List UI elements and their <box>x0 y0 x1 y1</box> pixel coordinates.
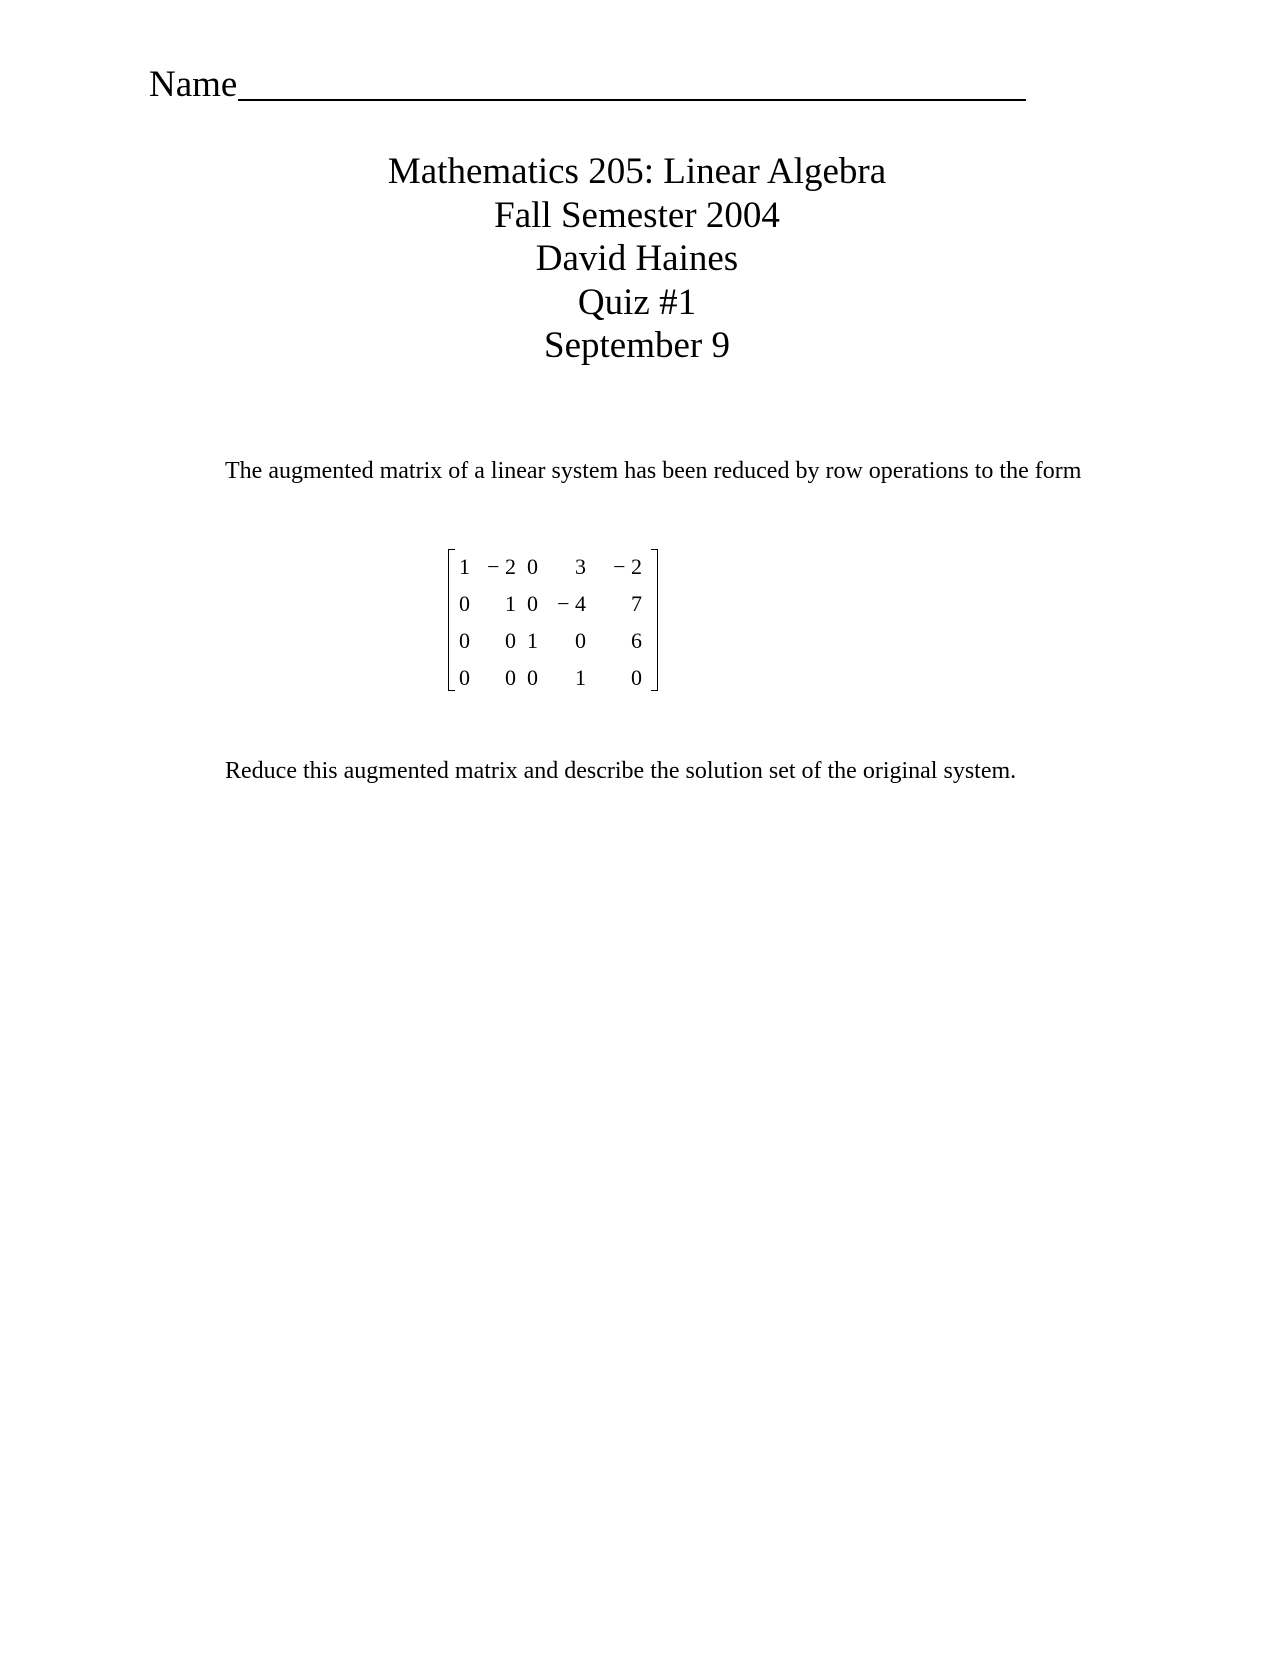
matrix-row <box>448 663 658 700</box>
matrix-cell: 0 <box>527 591 538 616</box>
matrix-row <box>448 552 658 589</box>
matrix-cell: 3 <box>575 554 586 579</box>
matrix-cell: 0 <box>505 665 516 690</box>
matrix-cell: 0 <box>459 591 470 616</box>
quiz-number: Quiz #1 <box>577 281 697 323</box>
quiz-header <box>0 150 1280 368</box>
semester: Fall Semester 2004 <box>494 194 780 236</box>
matrix-cell: 0 <box>459 628 470 653</box>
matrix-cell: − 2 <box>487 554 516 579</box>
matrix-cell: 0 <box>527 665 538 690</box>
course-title: Mathematics 205: Linear Algebra <box>387 151 887 192</box>
quiz-date: September 9 <box>544 325 730 366</box>
matrix-row <box>448 626 658 663</box>
matrix-cell: 1 <box>575 665 586 690</box>
name-label: Name <box>149 64 238 105</box>
matrix-row <box>448 589 658 626</box>
matrix-cell: 0 <box>505 628 516 653</box>
matrix-cell: 0 <box>575 628 586 653</box>
name-field <box>149 66 1026 103</box>
matrix-cell: − 2 <box>613 554 642 579</box>
matrix-cell: 1 <box>527 628 538 653</box>
matrix-cell: 1 <box>459 554 470 579</box>
matrix-cell: 0 <box>459 665 470 690</box>
problem-intro: The augmented matrix of a linear system has been reduced by row operations to the form <box>225 458 1082 484</box>
augmented-matrix <box>448 549 658 691</box>
matrix-cell: − 4 <box>557 591 586 616</box>
matrix-cell: 0 <box>631 665 642 690</box>
matrix-cell: 0 <box>527 554 538 579</box>
matrix-cell: 7 <box>631 591 642 616</box>
instructor: David Haines <box>535 238 739 279</box>
problem-instruction: Reduce this augmented matrix and describe the solution set of the original system. <box>225 758 1017 784</box>
matrix-cell: 6 <box>631 628 642 653</box>
matrix-cell: 1 <box>505 591 516 616</box>
name-blank-line[interactable] <box>238 99 1026 101</box>
